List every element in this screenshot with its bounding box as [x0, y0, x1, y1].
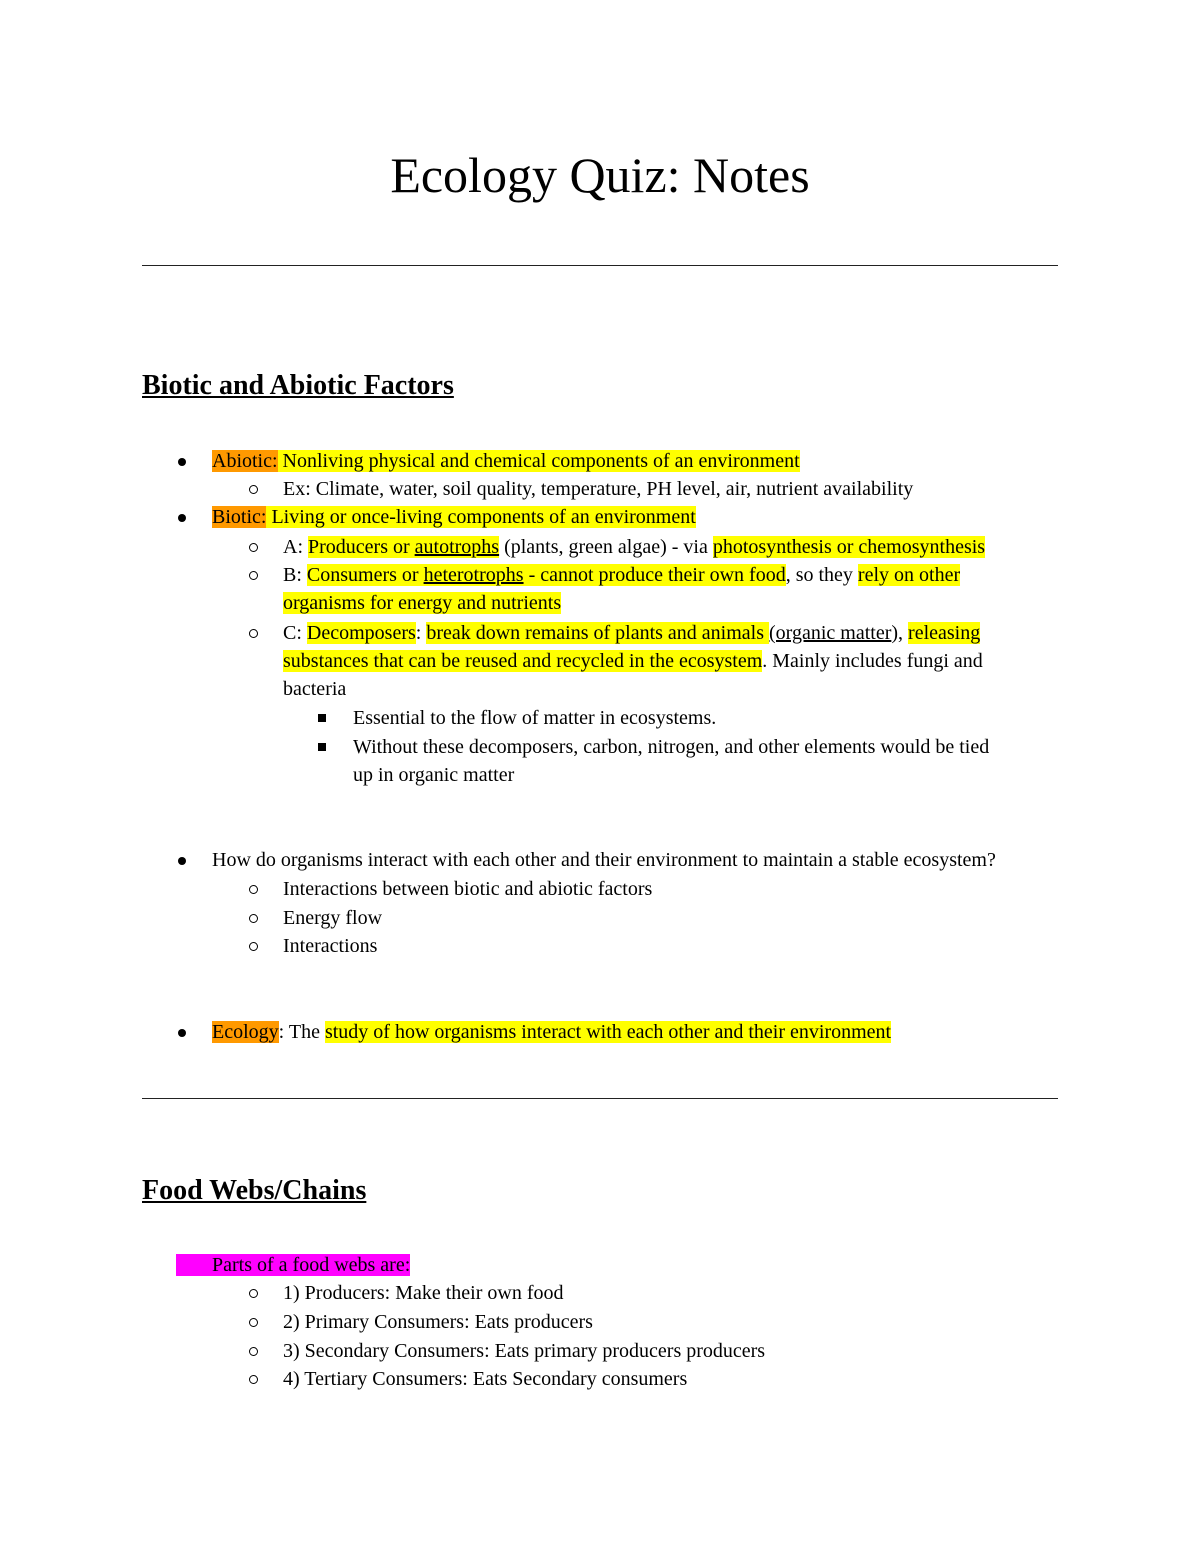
hollow-bullet-icon [249, 942, 258, 951]
def-ecology: study of how organisms interact with each other and their environment [324, 1021, 892, 1043]
list-item-primary: 2) Primary Consumers: Eats producers [283, 1311, 593, 1333]
text-colon: : [415, 622, 427, 644]
text-so-they: , so they [785, 564, 858, 586]
list-item-producers [283, 533, 985, 561]
text-the: : The [278, 1021, 325, 1043]
text-producers: Producers or [308, 536, 415, 558]
list-item-abiotic-example: Ex: Climate, water, soil quality, temperature, PH level, air, nutrient availability [283, 478, 914, 500]
label-b: B: [283, 564, 307, 586]
def-abiotic: Nonliving physical and chemical components of an environment [277, 450, 800, 472]
hollow-bullet-icon [249, 885, 258, 894]
hollow-bullet-icon [249, 1375, 258, 1384]
term-decomposers: Decomposers [306, 622, 416, 644]
text-consumers: Consumers or [306, 564, 424, 586]
list-item-decomposers [283, 619, 980, 647]
hollow-bullet-icon [249, 485, 258, 494]
divider [142, 265, 1058, 266]
hollow-bullet-icon [249, 571, 258, 580]
page-title: Ecology Quiz: Notes [390, 147, 810, 203]
hollow-bullet-icon [249, 629, 258, 638]
label-a: A: [283, 536, 308, 558]
text-plants: (plants, green algae) - via [499, 536, 713, 558]
list-item-producers-food: 1) Producers: Make their own food [283, 1282, 564, 1304]
list-item-energy-flow: Energy flow [283, 907, 383, 929]
list-item-consumers [283, 561, 960, 589]
bullet-icon [178, 857, 186, 865]
text-parts: Parts of a food webs are: [176, 1254, 410, 1276]
list-item-essential: Essential to the flow of matter in ecosystems. [353, 707, 717, 729]
square-bullet-icon [318, 714, 326, 722]
list-item-interactions: Interactions [283, 935, 378, 957]
term-ecology: Ecology [212, 1021, 279, 1043]
text-rely: rely on other [857, 564, 961, 586]
list-item-ecology [212, 1018, 891, 1046]
list-item-consumers-cont [283, 589, 561, 617]
list-item-without-cont: up in organic matter [353, 764, 515, 786]
list-item-question: How do organisms interact with each other and their environment to maintain a stable ecosystem? [212, 849, 996, 871]
hollow-bullet-icon [249, 543, 258, 552]
square-bullet-icon [318, 743, 326, 751]
list-item-decomposers-cont [283, 647, 983, 675]
list-item-decomposers-cont2: bacteria [283, 678, 347, 700]
section-heading-food-webs: Food Webs/Chains [142, 1175, 367, 1206]
bullet-icon [178, 1029, 186, 1037]
term-abiotic: Abiotic: [212, 450, 278, 472]
text-cannot-produce: - cannot produce their own food [523, 564, 786, 586]
bullet-icon [178, 514, 186, 522]
bullet-icon [178, 458, 186, 466]
text-fungi: . Mainly includes fungi and [762, 650, 983, 672]
hollow-bullet-icon [249, 1318, 258, 1327]
text-organisms-energy: organisms for energy and nutrients [283, 592, 562, 614]
text-break-down: break down remains of plants and animals [426, 622, 770, 644]
label-c: C: [283, 622, 307, 644]
list-item-secondary: 3) Secondary Consumers: Eats primary producers producers [283, 1340, 766, 1362]
text-releasing: releasing [908, 622, 981, 644]
term-autotrophs: autotrophs [414, 536, 500, 558]
text-photosynthesis: photosynthesis or chemosynthesis [712, 536, 986, 558]
divider [142, 1098, 1058, 1099]
term-biotic: Biotic: [212, 506, 267, 528]
term-heterotrophs: heterotrophs [423, 564, 524, 586]
text-comma: ), [891, 622, 909, 644]
hollow-bullet-icon [249, 1347, 258, 1356]
list-item-interactions-factors: Interactions between biotic and abiotic factors [283, 878, 653, 900]
list-item-parts [176, 1251, 410, 1279]
term-organic-matter: (organic matter [769, 622, 892, 644]
def-biotic: Living or once-living components of an environment [266, 506, 696, 528]
hollow-bullet-icon [249, 1289, 258, 1298]
section-heading-biotic-abiotic: Biotic and Abiotic Factors [142, 370, 454, 401]
text-substances: substances that can be reused and recycled in the ecosystem [283, 650, 763, 672]
list-item-without: Without these decomposers, carbon, nitrogen, and other elements would be tied [353, 736, 990, 758]
list-item-tertiary: 4) Tertiary Consumers: Eats Secondary consumers [283, 1368, 688, 1390]
list-item-biotic [212, 503, 696, 531]
list-item-abiotic [212, 447, 800, 475]
hollow-bullet-icon [249, 914, 258, 923]
